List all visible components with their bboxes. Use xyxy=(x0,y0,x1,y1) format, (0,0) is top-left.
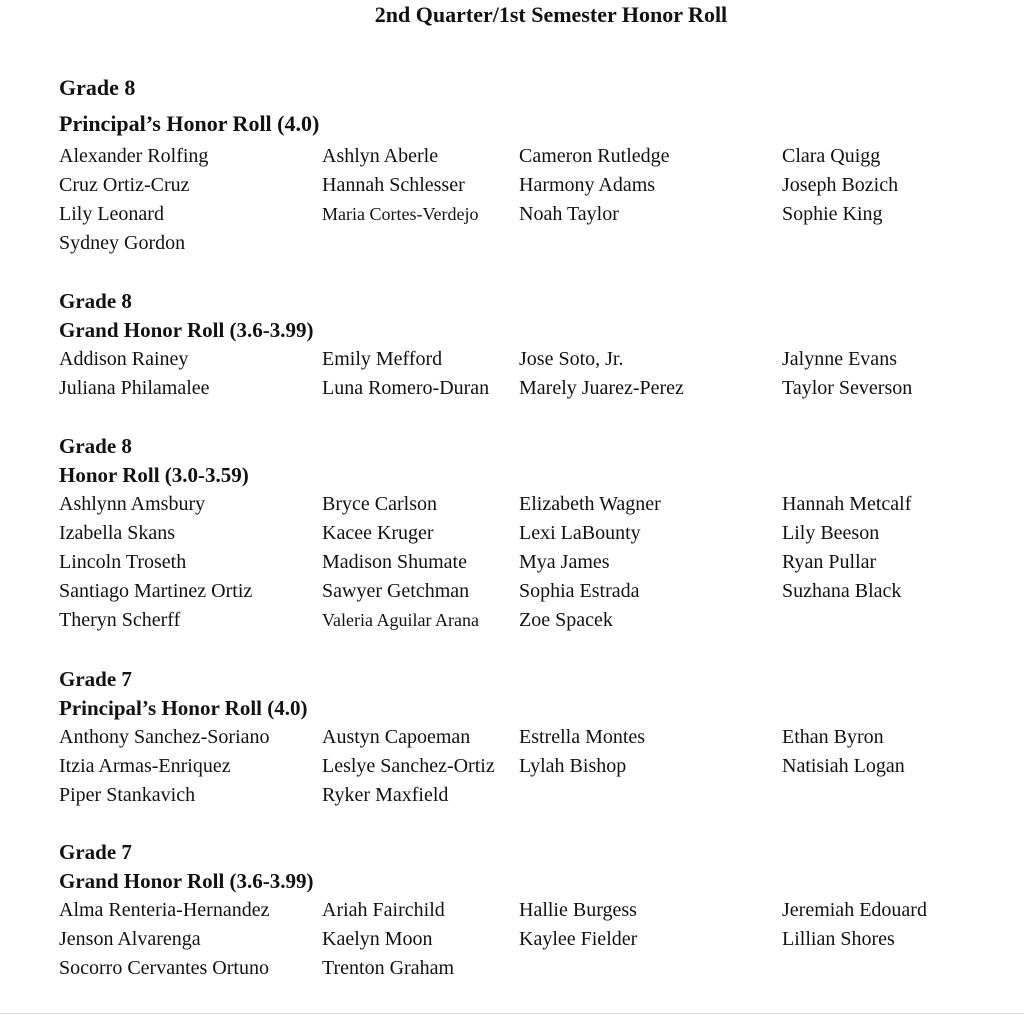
student-name: Cruz Ortiz-Cruz xyxy=(59,174,190,196)
honor-roll-section xyxy=(59,838,999,983)
student-name: Ethan Byron xyxy=(782,726,884,748)
student-name: Kacee Kruger xyxy=(322,522,434,544)
student-name: Santiago Martinez Ortiz xyxy=(59,580,253,602)
student-name: Juliana Philamalee xyxy=(59,377,210,399)
student-name-grid xyxy=(59,345,999,403)
grade-heading: Grade 8 xyxy=(59,434,132,458)
student-name: Ryker Maxfield xyxy=(322,784,449,806)
student-name-grid xyxy=(59,896,999,983)
student-name: Izabella Skans xyxy=(59,522,176,544)
student-name: Jenson Alvarenga xyxy=(59,928,201,950)
student-name: Ashlynn Amsbury xyxy=(59,493,206,515)
student-name: Harmony Adams xyxy=(519,174,656,196)
student-name: Piper Stankavich xyxy=(59,784,196,806)
page-title: 2nd Quarter/1st Semester Honor Roll xyxy=(374,2,728,27)
student-name-grid xyxy=(59,723,999,810)
student-name: Austyn Capoeman xyxy=(322,726,471,748)
student-name: Anthony Sanchez-Soriano xyxy=(59,726,270,748)
student-name: Maria Cortes-Verdejo xyxy=(322,204,479,224)
student-name: Jalynne Evans xyxy=(782,348,897,370)
grade-heading: Grade 8 xyxy=(59,75,136,100)
student-name: Hannah Schlesser xyxy=(322,174,465,196)
student-name: Itzia Armas-Enriquez xyxy=(59,755,231,777)
student-name: Valeria Aguilar Arana xyxy=(322,610,479,630)
student-name: Alexander Rolfing xyxy=(59,145,209,167)
roll-heading: Honor Roll (3.0-3.59) xyxy=(59,463,249,487)
student-name-grid xyxy=(59,142,999,258)
student-name: Lillian Shores xyxy=(782,928,895,950)
honor-roll-section xyxy=(59,665,999,810)
student-name: Hannah Metcalf xyxy=(782,493,912,515)
grade-heading: Grade 7 xyxy=(59,667,132,691)
student-name: Lincoln Troseth xyxy=(59,551,187,573)
student-name: Kaylee Fielder xyxy=(519,928,638,950)
student-name: Hallie Burgess xyxy=(519,899,637,921)
student-name: Lily Leonard xyxy=(59,203,164,225)
student-name: Theryn Scherff xyxy=(59,609,181,631)
student-name: Jeremiah Edouard xyxy=(782,899,927,921)
grade-heading: Grade 7 xyxy=(59,840,132,864)
student-name-grid xyxy=(59,490,999,635)
student-name: Socorro Cervantes Ortuno xyxy=(59,957,269,979)
student-name: Ashlyn Aberle xyxy=(322,145,439,167)
student-name: Sawyer Getchman xyxy=(322,580,470,602)
student-name: Trenton Graham xyxy=(322,957,455,979)
roll-heading: Grand Honor Roll (3.6-3.99) xyxy=(59,869,314,893)
student-name: Bryce Carlson xyxy=(322,493,437,515)
student-name: Taylor Severson xyxy=(782,377,913,399)
student-name: Kaelyn Moon xyxy=(322,928,433,950)
grade-heading: Grade 8 xyxy=(59,289,132,313)
student-name: Noah Taylor xyxy=(519,203,619,225)
student-name: Emily Mefford xyxy=(322,348,443,370)
student-name: Ariah Fairchild xyxy=(322,899,445,921)
student-name: Elizabeth Wagner xyxy=(519,493,661,515)
student-name: Joseph Bozich xyxy=(782,174,899,196)
student-name: Clara Quigg xyxy=(782,145,881,167)
student-name: Cameron Rutledge xyxy=(519,145,670,167)
student-name: Lexi LaBounty xyxy=(519,522,641,544)
student-name: Alma Renteria-Hernandez xyxy=(59,899,270,921)
student-name: Addison Rainey xyxy=(59,348,189,370)
page-bottom-divider xyxy=(0,1013,1024,1014)
honor-roll-section xyxy=(59,432,999,635)
student-name: Marely Juarez-Perez xyxy=(519,377,684,399)
student-name: Sydney Gordon xyxy=(59,232,186,254)
student-name: Lily Beeson xyxy=(782,522,880,544)
student-name: Sophie King xyxy=(782,203,883,225)
roll-heading: Principal’s Honor Roll (4.0) xyxy=(59,696,308,720)
student-name: Luna Romero-Duran xyxy=(322,377,490,399)
student-name: Mya James xyxy=(519,551,610,573)
roll-heading: Principal’s Honor Roll (4.0) xyxy=(59,111,320,136)
student-name: Sophia Estrada xyxy=(519,580,640,602)
honor-roll-section xyxy=(59,70,999,258)
student-name: Suzhana Black xyxy=(782,580,902,602)
honor-roll-section xyxy=(59,287,999,403)
student-name: Ryan Pullar xyxy=(782,551,877,573)
student-name: Zoe Spacek xyxy=(519,609,613,631)
student-name: Jose Soto, Jr. xyxy=(519,348,624,370)
student-name: Lylah Bishop xyxy=(519,755,627,777)
student-name: Madison Shumate xyxy=(322,551,467,573)
student-name: Natisiah Logan xyxy=(782,755,905,777)
roll-heading: Grand Honor Roll (3.6-3.99) xyxy=(59,318,314,342)
student-name: Leslye Sanchez-Ortiz xyxy=(322,755,495,777)
student-name: Estrella Montes xyxy=(519,726,646,748)
